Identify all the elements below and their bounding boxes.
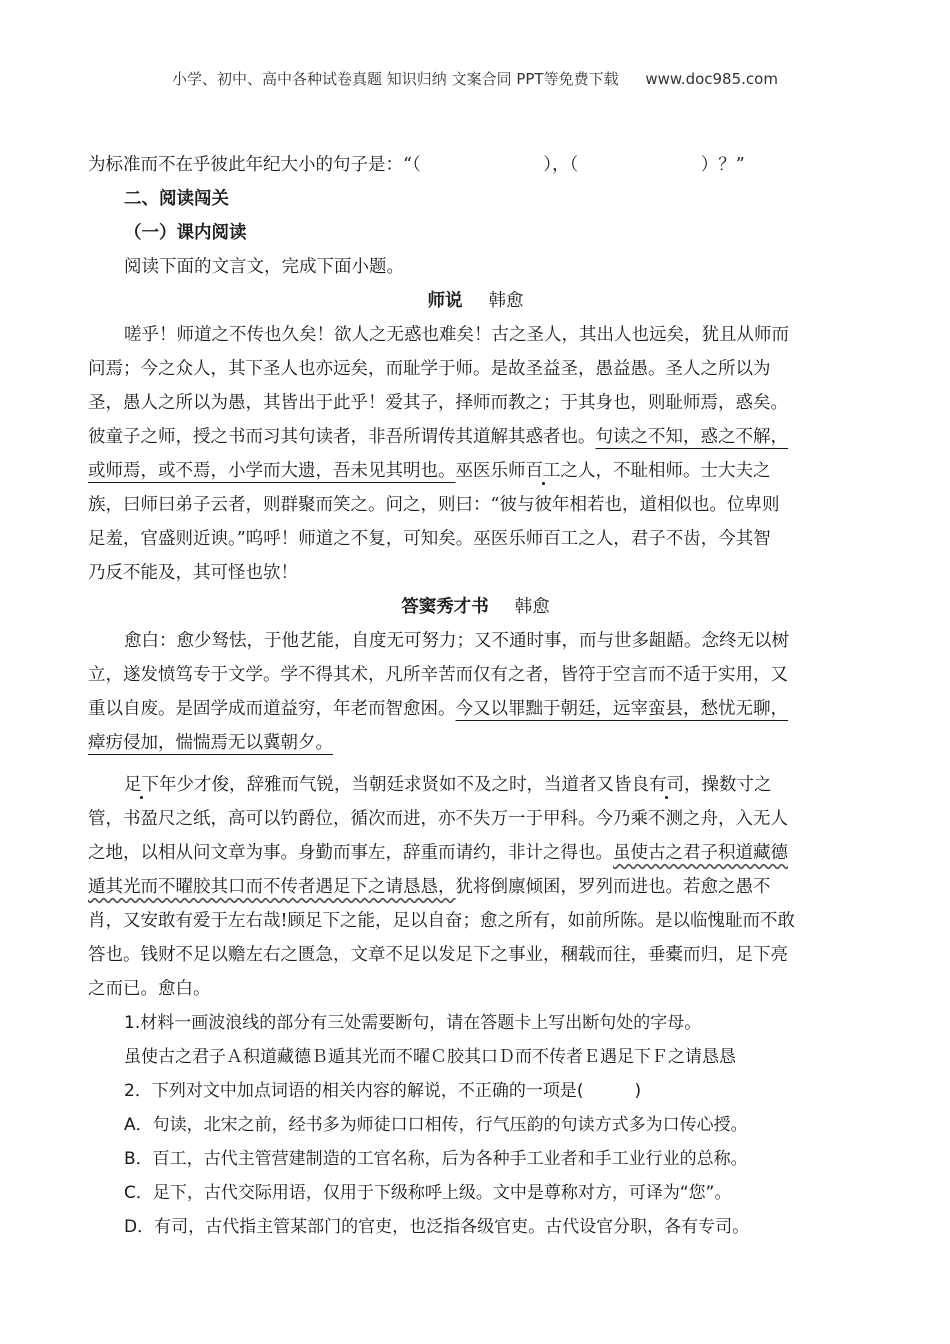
passage1-text: 巫医乐师 [455, 461, 526, 481]
passage2-text: ，操数寸之 [684, 775, 772, 795]
passage2-title-line [88, 590, 863, 624]
passage2-line [88, 768, 863, 802]
passage1-line: 足羞，官盛则近谀。”呜呼！师道之不复，可知矣。巫医乐师百工之人，君子不齿，今其智 [88, 529, 771, 549]
paragraph-gap [88, 760, 863, 768]
passage2-author: 韩愈 [514, 597, 550, 617]
document-body [88, 148, 863, 1244]
passage1-text: 之人，不耻相师。士大夫之 [560, 461, 771, 481]
passage1-line: 圣，愚人之所以为愚，其皆出于此乎！爱其子，择师而教之；于其身也，则耻师焉，惑矣。 [88, 393, 788, 413]
wavy-underlined-text: 虽使古之君子积道藏德 [613, 843, 788, 863]
header-site-link[interactable]: www.doc985.com [645, 70, 778, 88]
passage2-line: 答也。钱财不足以赡左右之匮急，文章不足以发足下之事业，稛载而往，垂橐而归，足下亮 [88, 945, 788, 965]
section-heading: 二、阅读闯关 [124, 189, 229, 209]
passage2-line: 立，遂发愤笃专于文学。学不得其术，凡所辛苦而仅有之者，皆符于空言而不适于实用，又 [88, 665, 788, 685]
passage1-line: 族，曰师曰弟子云者，则群聚而笑之。问之，则曰：“彼与彼年相若也，道相似也。位卑则 [88, 495, 780, 515]
wavy-underlined-text: 遁其光而不曜胶其口而不传者遇足下之请恳恳， [88, 877, 456, 897]
intro-line: 为标准而不在乎彼此年纪大小的句子是：“（ ），（ ）？” [88, 155, 745, 175]
underlined-sentence: 或师焉，或不焉，小学而大遗，吾未见其明也。 [88, 461, 456, 481]
header-text: 小学、初中、高中各种试卷真题 知识归纳 文案合同 PPT等免费下载 [172, 70, 619, 88]
passage2-text: 重以自废。是固学成而道益穷，年老而智愈困。 [88, 699, 456, 719]
passage2-line [88, 836, 863, 870]
option-c: C．足下，古代交际用语，仅用于下级称呼上级。文中是尊称对方，可译为“您”。 [124, 1183, 732, 1203]
option-a: A．句读，北宋之前，经书多为师徒口口相传，行气压韵的句读方式多为口传心授。 [124, 1115, 748, 1135]
dotted-word-yousi: 有司 [649, 775, 684, 795]
passage2-text: 犹将倒廪倾囷，罗列而进也。若愈之愚不 [455, 877, 771, 897]
instruction-text: 阅读下面的文言文，完成下面小题。 [124, 257, 404, 277]
passage1-text: 彼童子之师，授之书而习其句读者，非吾所谓传其道解其惑者也。 [88, 427, 596, 447]
question-2: 2．下列对文中加点词语的相关内容的解说，不正确的一项是( ) [124, 1081, 642, 1101]
passage2-line [88, 692, 863, 726]
dotted-word-zuxia: 足下 [124, 775, 159, 795]
subsection-heading: （一）课内阅读 [124, 223, 247, 243]
dotted-word-baigong: 百工 [525, 461, 561, 481]
option-b: B．百工，古代主管营建制造的工官名称，后为各种手工业者和手工业行业的总称。 [124, 1149, 748, 1169]
passage1-line: 乃反不能及，其可怪也欤！ [88, 563, 298, 583]
option-d: D．有司，古代指主管某部门的官吏，也泛指各级官吏。古代设官分职，各有专司。 [124, 1217, 750, 1237]
passage1-title: 师说 [427, 291, 463, 311]
passage2-title: 答窦秀才书 [401, 597, 489, 617]
passage1-line: 问焉；今之众人，其下圣人也亦远矣，而耻学于师。是故圣益圣，愚益愚。圣人之所以为 [88, 359, 771, 379]
passage1-line: 嗟乎！师道之不传也久矣！欲人之无惑也难矣！古之圣人，其出人也远矣，犹且从师而 [124, 325, 789, 345]
underlined-sentence: 瘴疠侵加，惴惴焉无以冀朝夕。 [88, 733, 333, 753]
passage2-text: 之地，以相从问文章为事。身勤而事左，辞重而请约，非计之得也。 [88, 843, 613, 863]
passage1-line [88, 420, 863, 454]
passage1-line [88, 454, 863, 488]
passage1-author: 韩愈 [488, 291, 524, 311]
passage2-line: 肖，又安敢有爱于左右哉!顾足下之能，足以自奋；愈之所有，如前所陈。是以临愧耻而不敢 [88, 911, 796, 931]
question-1: 1.材料一画波浪线的部分有三处需要断句，请在答题卡上写出断句处的字母。 [124, 1013, 702, 1033]
page-header [0, 68, 950, 89]
passage2-line [88, 726, 863, 760]
passage2-line: 之而已。愈白。 [88, 979, 211, 999]
passage2-line: 管，书盈尺之纸，高可以钓爵位，循次而进，亦不失万一于甲科。今乃乘不测之舟，入无人 [88, 809, 788, 829]
question-1-text: 虽使古之君子Ａ积道藏德Ｂ遁其光而不曜Ｃ胶其口Ｄ而不传者Ｅ遇足下Ｆ之请恳恳 [124, 1047, 736, 1067]
underlined-sentence: 句读之不知，惑之不解， [595, 427, 788, 447]
passage2-line [88, 870, 863, 904]
passage1-title-line [88, 284, 863, 318]
passage2-line: 愈白：愈少驽怯，于他艺能，自度无可努力；又不通时事，而与世多龃龉。念终无以树 [124, 631, 789, 651]
passage2-text: 年少才俊，辞雅而气锐，当朝廷求贤如不及之时，当道者又皆良 [159, 775, 649, 795]
underlined-sentence: 今又以罪黜于朝廷，远宰蛮县，愁忧无聊， [455, 699, 788, 719]
